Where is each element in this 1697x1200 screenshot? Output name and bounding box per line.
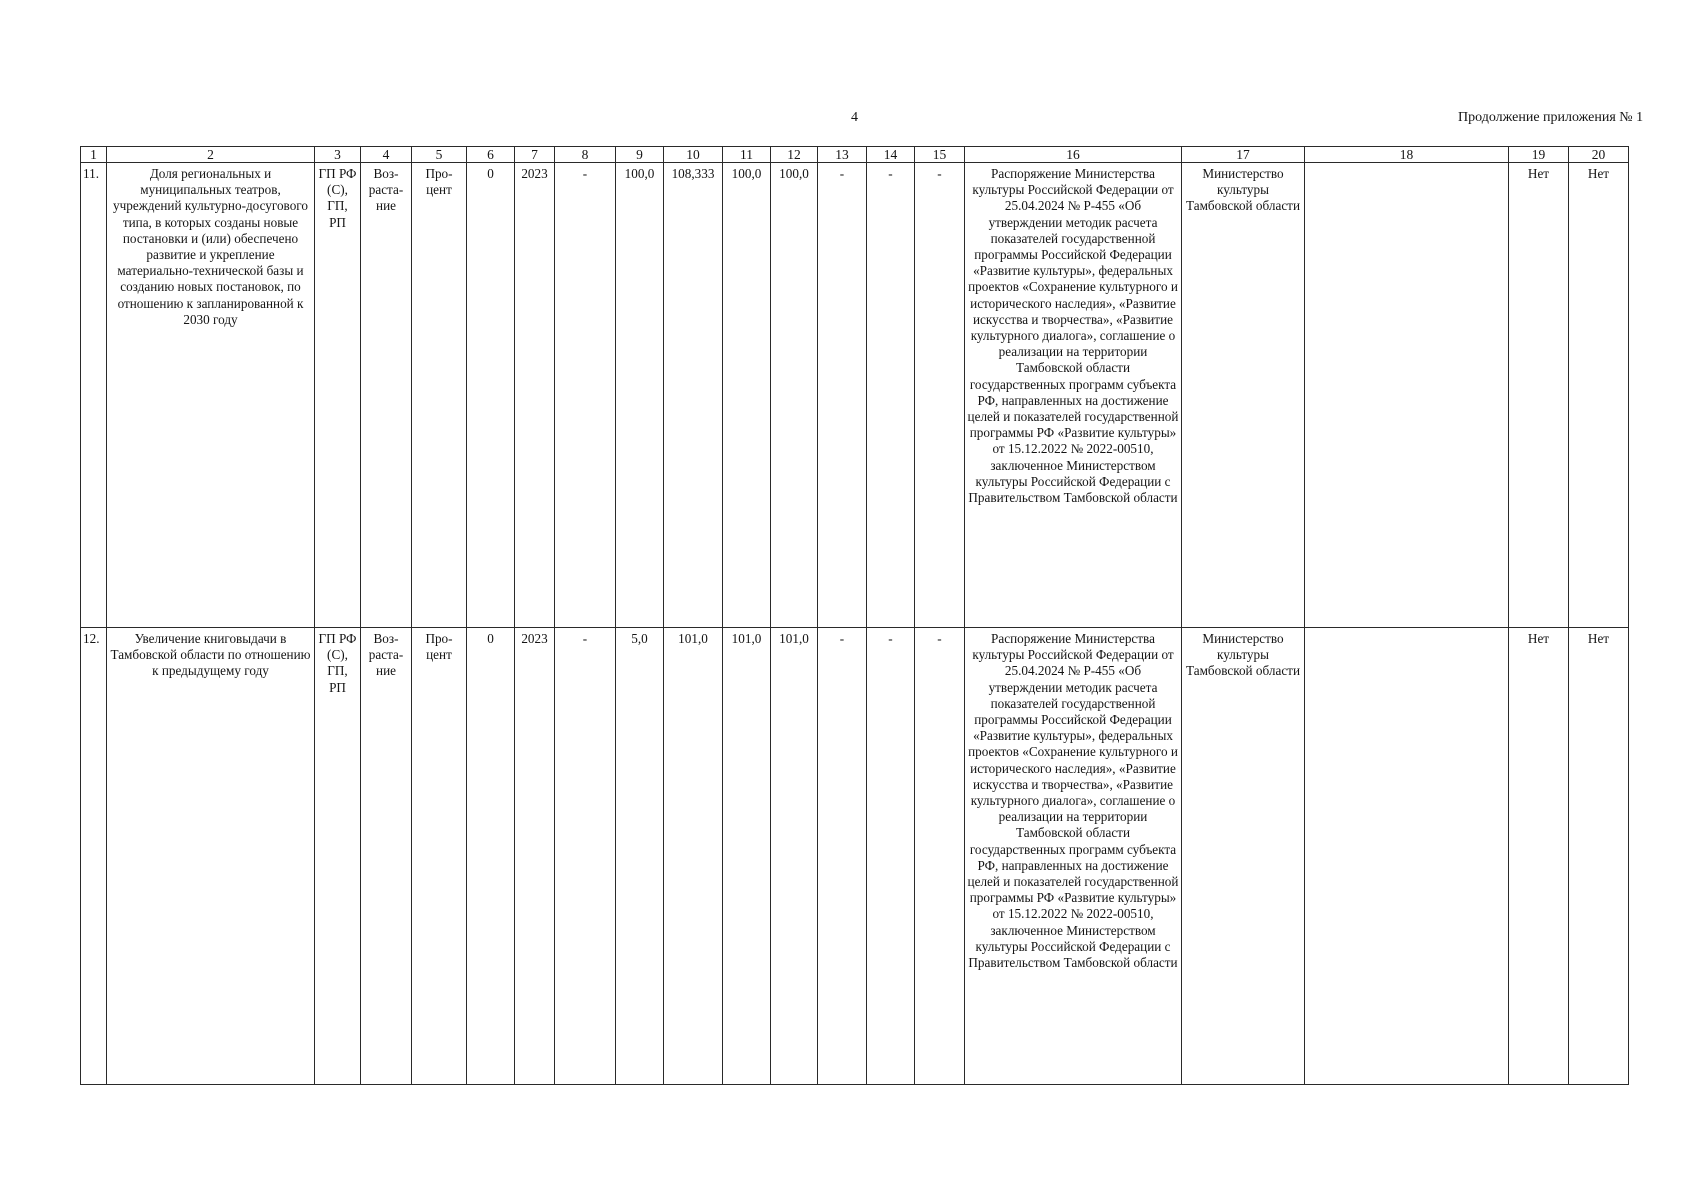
column-number: 11 [723, 147, 771, 163]
column-number: 17 [1182, 147, 1305, 163]
column-number: 4 [361, 147, 412, 163]
indicator-unit [412, 163, 467, 628]
value-col-20: Нет [1569, 628, 1629, 1085]
indicator-level-line: (С), [327, 182, 348, 198]
value-col-13: - [818, 628, 867, 1085]
value-col-12: 100,0 [771, 163, 818, 628]
row-number: 12. [81, 628, 107, 1085]
table-row [81, 628, 1629, 1085]
indicator-unit-line: цент [426, 647, 452, 663]
page-number: 4 [851, 110, 858, 125]
regulatory-document: Распоряжение Министерства культуры Российской Федерации от 25.04.2024 № Р-455 «Об утверждении методик расчета показателей государственной программы Российской Федерации «Развитие культуры», федеральных проектов «Сохранение культурного и исторического наследия», «Развитие искусства и творчества», «Развитие культурного диалога», соглашение о реализации на территории Тамбовской области государственных программ субъекта РФ, направленных на достижение целей и показателей государственной программы РФ «Развитие культуры» от 15.12.2022 № 2022-00510, заключенное Министерством культуры Российской Федерации с Правительством Тамбовской области [965, 163, 1182, 628]
column-number: 20 [1569, 147, 1629, 163]
column-number: 9 [616, 147, 664, 163]
indicator-direction-line: ние [376, 198, 396, 214]
column-number: 7 [515, 147, 555, 163]
indicator-direction-line: раста- [368, 647, 404, 663]
value-col-20: Нет [1569, 163, 1629, 628]
indicator-level-line: (С), [327, 647, 348, 663]
indicator-unit [412, 628, 467, 1085]
value-col-9: 5,0 [616, 628, 664, 1085]
indicator-direction-line: Воз- [373, 631, 399, 646]
value-col-19: Нет [1509, 163, 1569, 628]
value-col-18 [1305, 163, 1509, 628]
value-col-12: 101,0 [771, 628, 818, 1085]
indicator-level-line: РП [329, 679, 346, 695]
value-col-13: - [818, 163, 867, 628]
indicator-name: Увеличение книговыдачи в Тамбовской области по отношению к предыдущему году [107, 628, 315, 1085]
base-value: 0 [467, 628, 515, 1085]
column-number: 3 [315, 147, 361, 163]
column-number: 18 [1305, 147, 1509, 163]
column-number: 5 [412, 147, 467, 163]
indicator-level-line: ГП РФ [318, 631, 357, 646]
value-col-14: - [867, 163, 915, 628]
row-number: 11. [81, 163, 107, 628]
indicator-direction [361, 163, 412, 628]
responsible-body: Министерство культуры Тамбовской области [1182, 163, 1305, 628]
column-number: 12 [771, 147, 818, 163]
value-col-18 [1305, 628, 1509, 1085]
indicators-table [80, 146, 1629, 1085]
value-col-11: 101,0 [723, 628, 771, 1085]
indicator-unit-line: Про- [425, 166, 453, 181]
indicator-level-line: ГП РФ [318, 166, 357, 181]
value-col-10: 101,0 [664, 628, 723, 1085]
column-number: 15 [915, 147, 965, 163]
indicator-name: Доля региональных и муниципальных театров, учреждений культурно-досугового типа, в которых созданы новые постановки и (или) обеспечено развитие и укрепление материально-технической базы и созданию новых постановок, по отношению к запланированной к 2030 году [107, 163, 315, 628]
base-value: 0 [467, 163, 515, 628]
indicator-level [315, 628, 361, 1085]
indicator-unit-line: Про- [425, 631, 453, 646]
value-col-8: - [555, 163, 616, 628]
indicator-direction [361, 628, 412, 1085]
responsible-body: Министерство культуры Тамбовской области [1182, 628, 1305, 1085]
column-number: 13 [818, 147, 867, 163]
column-number: 2 [107, 147, 315, 163]
indicator-level-line: ГП, [327, 198, 348, 214]
value-col-15: - [915, 163, 965, 628]
column-number: 16 [965, 147, 1182, 163]
indicator-direction-line: раста- [368, 182, 404, 198]
base-year: 2023 [515, 628, 555, 1085]
table-row [81, 163, 1629, 628]
value-col-15: - [915, 628, 965, 1085]
indicator-level-line: ГП, [327, 663, 348, 679]
indicator-direction-line: Воз- [373, 166, 399, 181]
column-number-row [81, 147, 1629, 163]
indicator-level-line: РП [329, 214, 346, 230]
base-year: 2023 [515, 163, 555, 628]
column-number: 14 [867, 147, 915, 163]
column-number: 8 [555, 147, 616, 163]
indicator-level [315, 163, 361, 628]
value-col-19: Нет [1509, 628, 1569, 1085]
value-col-8: - [555, 628, 616, 1085]
regulatory-document: Распоряжение Министерства культуры Российской Федерации от 25.04.2024 № Р-455 «Об утверждении методик расчета показателей государственной программы Российской Федерации «Развитие культуры», федеральных проектов «Сохранение культурного и исторического наследия», «Развитие искусства и творчества», «Развитие культурного диалога», соглашение о реализации на территории Тамбовской области государственных программ субъекта РФ, направленных на достижение целей и показателей государственной программы РФ «Развитие культуры» от 15.12.2022 № 2022-00510, заключенное Министерством культуры Российской Федерации с Правительством Тамбовской области [965, 628, 1182, 1085]
indicator-direction-line: ние [376, 663, 396, 679]
value-col-14: - [867, 628, 915, 1085]
value-col-11: 100,0 [723, 163, 771, 628]
column-number: 10 [664, 147, 723, 163]
column-number: 6 [467, 147, 515, 163]
appendix-continuation-label: Продолжение приложения № 1 [1458, 110, 1644, 125]
value-col-10: 108,333 [664, 163, 723, 628]
column-number: 1 [81, 147, 107, 163]
value-col-9: 100,0 [616, 163, 664, 628]
column-number: 19 [1509, 147, 1569, 163]
indicator-unit-line: цент [426, 182, 452, 198]
